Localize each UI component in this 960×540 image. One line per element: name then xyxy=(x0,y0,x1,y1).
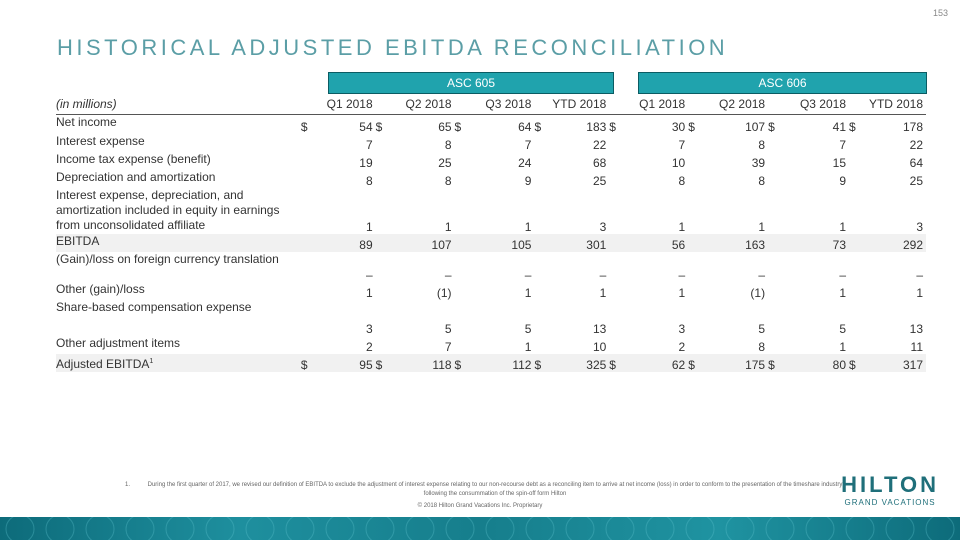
value-cell: 163 xyxy=(702,234,768,252)
table-row xyxy=(56,152,926,170)
value-cell: 183 xyxy=(586,120,607,134)
value-cell: 1 xyxy=(599,286,607,300)
currency-symbol xyxy=(849,300,863,336)
value-cell: (1) xyxy=(436,286,452,300)
currency-symbol: $ xyxy=(454,120,462,134)
currency-symbol xyxy=(849,188,863,234)
currency-symbol xyxy=(688,152,702,170)
value-cell: – xyxy=(524,268,532,282)
value-cell: 107 xyxy=(745,120,766,134)
footnote-text: During the first quarter of 2017, we revised our definition of EBITDA to exclude the adjustment of interest expense relating to our non-recourse debt as a reconciling item to arrive at net income (loss) in order to conform to the presentation of the timeshare industry following the consummation of the spin-off form Hilton xyxy=(147,482,843,497)
value-cell: 25 xyxy=(592,174,607,188)
reconciliation-table xyxy=(56,94,926,372)
value-cell: 8 xyxy=(444,174,452,188)
column-header: Q3 2018 xyxy=(768,94,849,114)
table-row xyxy=(56,300,926,336)
currency-symbol: $ xyxy=(768,354,782,372)
currency-symbol xyxy=(609,134,623,152)
currency-symbol xyxy=(376,336,390,354)
currency-symbol xyxy=(301,152,315,170)
value-cell: 25 xyxy=(909,174,923,188)
currency-symbol xyxy=(455,336,469,354)
currency-symbol xyxy=(688,188,702,234)
value-cell: 8 xyxy=(758,138,766,152)
currency-symbol: $ xyxy=(768,120,775,134)
value-cell: 3 xyxy=(365,322,373,336)
column-header: Q2 2018 xyxy=(688,94,768,114)
currency-symbol xyxy=(768,282,782,300)
value-cell: 2 xyxy=(365,340,373,354)
table-row xyxy=(56,252,926,282)
wave-pattern-icon xyxy=(0,517,960,540)
currency-symbol xyxy=(455,252,469,282)
decorative-band xyxy=(0,517,960,540)
value-cell: 22 xyxy=(592,138,607,152)
currency-symbol xyxy=(609,152,623,170)
currency-symbol xyxy=(849,282,863,300)
value-cell: 1 xyxy=(524,286,532,300)
currency-symbol xyxy=(534,152,548,170)
row-label: Other adjustment items xyxy=(56,336,181,350)
row-label: Share-based compensation expense xyxy=(56,300,252,314)
currency-symbol xyxy=(849,336,863,354)
currency-symbol: $ xyxy=(688,354,702,372)
value-cell: 1 xyxy=(839,340,847,354)
currency-symbol xyxy=(849,252,863,282)
currency-symbol: $ xyxy=(534,120,542,134)
asc606-header: ASC 606 xyxy=(638,72,927,94)
currency-symbol xyxy=(301,234,315,252)
currency-symbol xyxy=(609,336,623,354)
currency-symbol xyxy=(768,188,782,234)
value-cell: 1 xyxy=(839,220,847,234)
value-cell: 105 xyxy=(469,234,535,252)
currency-symbol xyxy=(376,152,390,170)
value-cell: 9 xyxy=(839,174,847,188)
table-row xyxy=(56,234,926,252)
value-cell: 3 xyxy=(916,220,923,234)
currency-symbol xyxy=(534,234,548,252)
row-label: (Gain)/loss on foreign currency translation xyxy=(56,252,279,266)
currency-symbol xyxy=(688,134,702,152)
value-cell: 1 xyxy=(678,286,686,300)
currency-symbol: $ xyxy=(301,354,315,372)
value-cell: 65 xyxy=(438,120,452,134)
currency-symbol xyxy=(534,336,548,354)
value-cell: 8 xyxy=(365,174,373,188)
currency-symbol xyxy=(455,234,469,252)
row-label: Other (gain)/loss xyxy=(56,282,145,296)
value-cell: 1 xyxy=(365,220,373,234)
value-cell: 1 xyxy=(839,286,847,300)
value-cell: 1 xyxy=(524,220,532,234)
hilton-grand-vacations-logo xyxy=(841,472,939,507)
value-cell: 24 xyxy=(518,156,532,170)
footnote-number: 1. xyxy=(125,482,131,488)
value-cell: 5 xyxy=(758,322,766,336)
value-cell: 7 xyxy=(444,340,452,354)
value-cell: 5 xyxy=(839,322,847,336)
currency-symbol xyxy=(688,282,702,300)
value-cell: 3 xyxy=(599,220,607,234)
currency-symbol xyxy=(301,170,315,188)
currency-symbol xyxy=(768,170,782,188)
column-header: YTD 2018 xyxy=(849,94,926,114)
value-cell: 64 xyxy=(518,120,532,134)
value-cell: 301 xyxy=(549,234,610,252)
currency-symbol xyxy=(768,336,782,354)
currency-symbol xyxy=(376,188,390,234)
column-header: Q1 2018 xyxy=(609,94,688,114)
value-cell: 25 xyxy=(438,156,452,170)
value-cell: – xyxy=(599,268,607,282)
value-cell: 1 xyxy=(916,286,923,300)
value-cell: 1 xyxy=(678,220,686,234)
currency-symbol xyxy=(534,300,548,336)
value-cell: 107 xyxy=(390,234,455,252)
value-cell: 89 xyxy=(315,234,376,252)
currency-symbol xyxy=(849,234,863,252)
value-cell: 118 xyxy=(390,354,455,372)
currency-symbol xyxy=(768,152,782,170)
logo-line-1: HILTON xyxy=(841,472,939,497)
currency-symbol xyxy=(849,152,863,170)
value-cell: 1 xyxy=(365,286,373,300)
value-cell: 1 xyxy=(524,340,532,354)
table-header-row xyxy=(56,94,926,114)
value-cell: 41 xyxy=(832,120,847,134)
currency-symbol xyxy=(301,336,315,354)
value-cell: 62 xyxy=(623,354,688,372)
column-header: Q2 2018 xyxy=(376,94,455,114)
currency-symbol xyxy=(301,300,315,336)
currency-symbol xyxy=(301,252,315,282)
currency-symbol xyxy=(534,282,548,300)
value-cell: 8 xyxy=(758,174,766,188)
currency-symbol: $ xyxy=(849,120,856,134)
value-cell: (1) xyxy=(750,286,766,300)
currency-symbol xyxy=(768,300,782,336)
currency-symbol xyxy=(301,282,315,300)
row-label: Depreciation and amortization xyxy=(56,170,216,184)
value-cell: 112 xyxy=(469,354,535,372)
row-label: EBITDA xyxy=(56,234,301,252)
value-cell: 13 xyxy=(592,322,607,336)
table-row xyxy=(56,188,926,234)
currency-symbol xyxy=(376,134,390,152)
page-number: 153 xyxy=(932,8,948,18)
table-row xyxy=(56,336,926,354)
value-cell: – xyxy=(916,268,923,282)
currency-symbol xyxy=(534,252,548,282)
column-header: Q3 2018 xyxy=(455,94,535,114)
currency-symbol: $ xyxy=(534,354,548,372)
value-cell: 292 xyxy=(863,234,926,252)
value-cell: 9 xyxy=(524,174,532,188)
currency-symbol xyxy=(688,336,702,354)
column-header: YTD 2018 xyxy=(534,94,609,114)
value-cell: 317 xyxy=(863,354,926,372)
value-cell: 13 xyxy=(909,322,923,336)
currency-symbol xyxy=(768,234,782,252)
table-row xyxy=(56,282,926,300)
value-cell: 73 xyxy=(782,234,849,252)
table-row xyxy=(56,134,926,152)
currency-symbol: $ xyxy=(609,120,616,134)
currency-symbol: $ xyxy=(609,354,623,372)
value-cell: 22 xyxy=(909,138,923,152)
value-cell: 10 xyxy=(592,340,607,354)
currency-symbol xyxy=(609,188,623,234)
unit-label: (in millions) xyxy=(56,94,301,114)
value-cell: 95 xyxy=(315,354,376,372)
value-cell: 7 xyxy=(839,138,847,152)
value-cell: 7 xyxy=(678,138,686,152)
table-row xyxy=(56,170,926,188)
value-cell: 1 xyxy=(758,220,766,234)
table-row xyxy=(56,354,926,372)
value-cell: 5 xyxy=(444,322,452,336)
row-label: Net income xyxy=(56,114,117,129)
currency-symbol xyxy=(609,252,623,282)
value-cell: 8 xyxy=(444,138,452,152)
value-cell: 10 xyxy=(671,156,686,170)
currency-symbol xyxy=(534,170,548,188)
currency-symbol xyxy=(455,170,469,188)
value-cell: – xyxy=(678,268,686,282)
currency-symbol xyxy=(376,170,390,188)
currency-symbol xyxy=(688,170,702,188)
currency-symbol: $ xyxy=(376,354,390,372)
currency-symbol: $ xyxy=(375,120,383,134)
currency-symbol xyxy=(688,300,702,336)
footnote-marker: 1 xyxy=(149,358,154,365)
currency-symbol xyxy=(849,170,863,188)
currency-symbol xyxy=(455,152,469,170)
currency-symbol xyxy=(376,300,390,336)
value-cell: – xyxy=(444,268,452,282)
row-label: Interest expense, depreciation, and amortization included in equity in earnings from unconsolidated affiliate xyxy=(56,188,280,232)
currency-symbol xyxy=(376,252,390,282)
currency-symbol xyxy=(455,282,469,300)
value-cell: 68 xyxy=(592,156,607,170)
currency-symbol: $ xyxy=(300,120,308,134)
currency-symbol xyxy=(768,134,782,152)
value-cell: 56 xyxy=(623,234,688,252)
currency-symbol xyxy=(301,188,315,234)
value-cell: 5 xyxy=(524,322,532,336)
currency-symbol xyxy=(455,188,469,234)
page-title: HISTORICAL ADJUSTED EBITDA RECONCILIATION xyxy=(57,35,729,60)
value-cell: 54 xyxy=(359,120,373,134)
value-cell: 178 xyxy=(902,120,923,134)
row-label: Interest expense xyxy=(56,134,145,148)
currency-symbol xyxy=(609,282,623,300)
value-cell: 8 xyxy=(678,174,686,188)
currency-symbol xyxy=(455,134,469,152)
value-cell: 2 xyxy=(678,340,686,354)
value-cell: 39 xyxy=(751,156,766,170)
value-cell: 325 xyxy=(549,354,610,372)
currency-symbol xyxy=(609,300,623,336)
value-cell: 175 xyxy=(702,354,768,372)
currency-symbol xyxy=(534,134,548,152)
value-cell: 19 xyxy=(359,156,373,170)
currency-symbol xyxy=(688,234,702,252)
currency-symbol xyxy=(768,252,782,282)
currency-symbol xyxy=(301,134,315,152)
currency-symbol xyxy=(534,188,548,234)
value-cell: – xyxy=(758,268,766,282)
currency-symbol xyxy=(849,134,863,152)
footnote xyxy=(125,481,845,499)
value-cell: – xyxy=(839,268,847,282)
value-cell: – xyxy=(365,268,373,282)
currency-symbol: $ xyxy=(688,120,695,134)
value-cell: 11 xyxy=(910,340,923,354)
value-cell: 8 xyxy=(758,340,766,354)
value-cell: 80 xyxy=(782,354,849,372)
value-cell: 15 xyxy=(832,156,847,170)
currency-symbol: $ xyxy=(849,354,863,372)
table-row xyxy=(56,114,926,134)
currency-symbol: $ xyxy=(455,354,469,372)
logo-line-2: GRAND VACATIONS xyxy=(844,498,936,507)
currency-symbol xyxy=(376,282,390,300)
currency-symbol xyxy=(376,234,390,252)
value-cell: 3 xyxy=(678,322,686,336)
copyright: © 2018 Hilton Grand Vacations Inc. Proprietary xyxy=(417,503,543,509)
asc605-header: ASC 605 xyxy=(328,72,614,94)
row-label: Income tax expense (benefit) xyxy=(56,152,211,166)
value-cell: 64 xyxy=(909,156,923,170)
value-cell: 7 xyxy=(524,138,532,152)
currency-symbol xyxy=(609,170,623,188)
currency-symbol xyxy=(609,234,623,252)
column-header: Q1 2018 xyxy=(301,94,376,114)
value-cell: 1 xyxy=(444,220,452,234)
currency-symbol xyxy=(688,252,702,282)
row-label: Adjusted EBITDA$^1$ xyxy=(56,354,301,372)
value-cell: 7 xyxy=(365,138,373,152)
value-cell: 30 xyxy=(671,120,686,134)
currency-symbol xyxy=(455,300,469,336)
